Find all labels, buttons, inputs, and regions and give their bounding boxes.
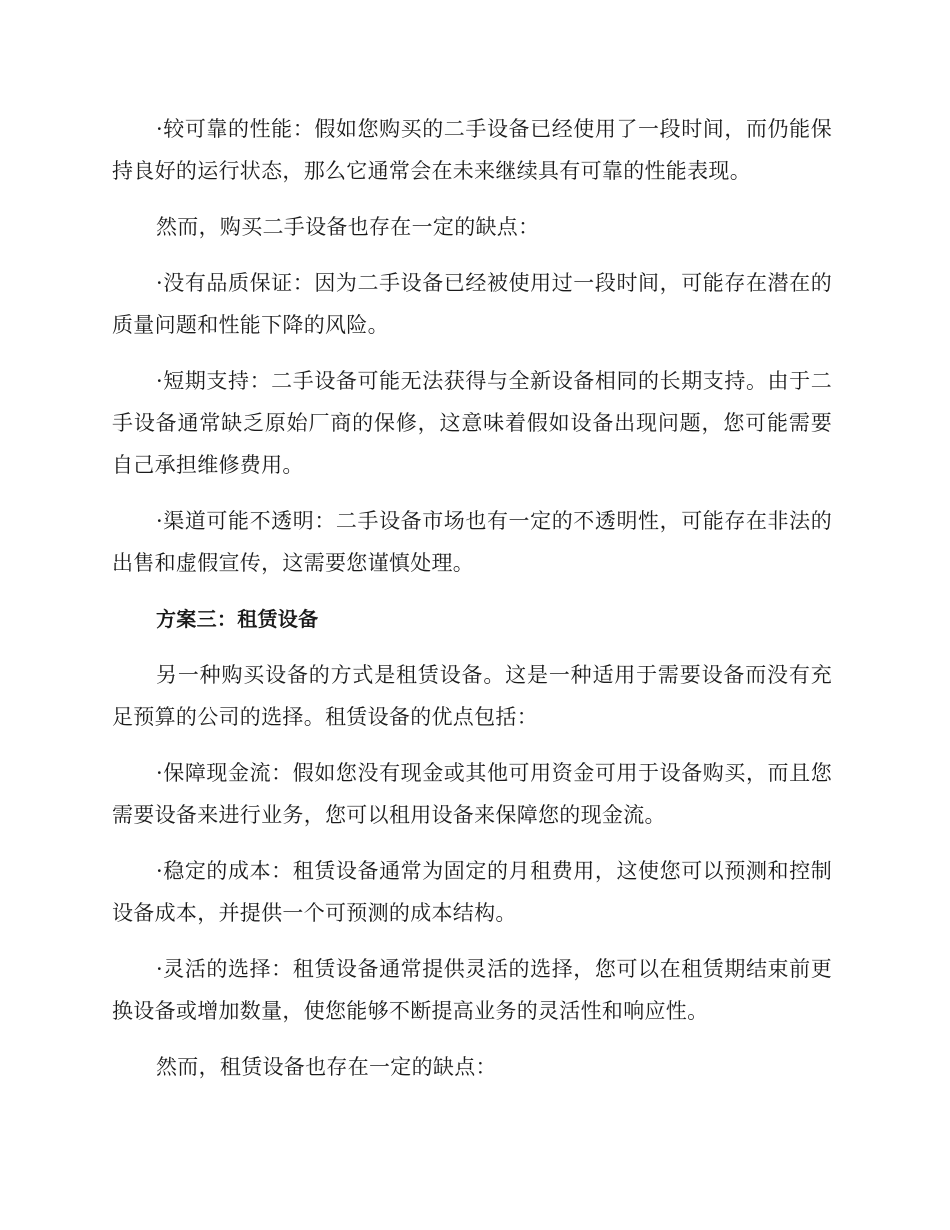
- paragraph-reliable-performance: ·较可靠的性能：假如您购买的二手设备已经使用了一段时间，而仍能保持良好的运行状态，那么它通常会在未来继续具有可靠的性能表现。: [112, 117, 832, 183]
- paragraph-opaque-channels: ·渠道可能不透明：二手设备市场也有一定的不透明性，可能存在非法的出售和虚假宣传，这需要您谨慎处理。: [112, 509, 832, 575]
- paragraph-used-disadvantages-intro: 然而，购买二手设备也存在一定的缺点：: [156, 215, 540, 239]
- paragraph-no-quality-guarantee: ·没有品质保证：因为二手设备已经被使用过一段时间，可能存在潜在的质量问题和性能下降的风险。: [112, 271, 832, 337]
- section-heading-leasing: 方案三：租赁设备: [156, 607, 319, 631]
- paragraph-short-term-support: ·短期支持：二手设备可能无法获得与全新设备相同的长期支持。由于二手设备通常缺乏原始厂商的保修，这意味着假如设备出现问题，您可能需要自己承担维修费用。: [112, 369, 832, 477]
- paragraph-flexible-choice: ·灵活的选择：租赁设备通常提供灵活的选择，您可以在租赁期结束前更换设备或增加数量，使您能够不断提高业务的灵活性和响应性。: [112, 957, 832, 1023]
- document-body: [112, 108, 832, 1102]
- paragraph-cash-flow: ·保障现金流：假如您没有现金或其他可用资金可用于设备购买，而且您需要设备来进行业务，您可以租用设备来保障您的现金流。: [112, 761, 832, 827]
- paragraph-leasing-intro: 另一种购买设备的方式是租赁设备。这是一种适用于需要设备而没有充足预算的公司的选择。租赁设备的优点包括：: [112, 663, 832, 729]
- paragraph-stable-cost: ·稳定的成本：租赁设备通常为固定的月租费用，这使您可以预测和控制设备成本，并提供一个可预测的成本结构。: [112, 859, 832, 925]
- paragraph-leasing-disadvantages-intro: 然而，租赁设备也存在一定的缺点：: [156, 1055, 497, 1079]
